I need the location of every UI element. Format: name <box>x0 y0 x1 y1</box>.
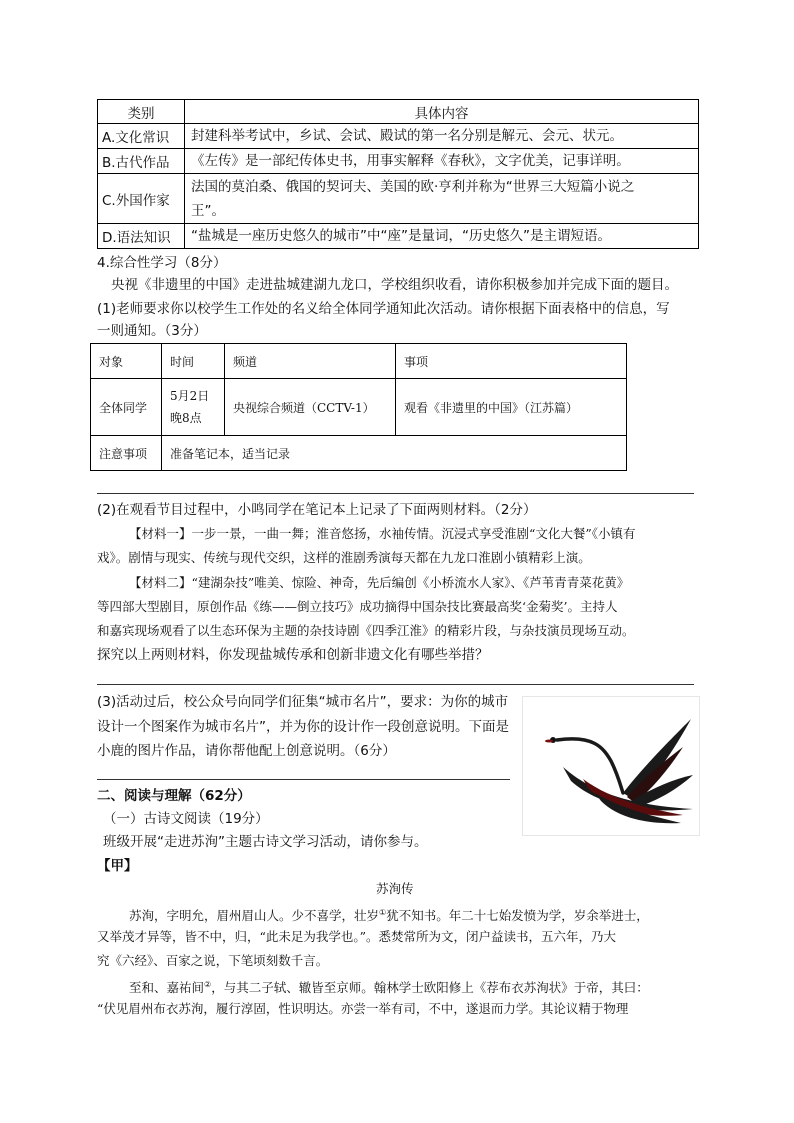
table-cell: 封建科举考试中，乡试、会试、殿试的第一名分别是解元、会元、状元。 <box>185 124 699 149</box>
passage-line <box>129 902 649 927</box>
question-text: 小鹿的图片作品，请你帮他配上创意说明。（6分） <box>97 743 396 759</box>
table-header: 事项 <box>396 344 627 379</box>
paragraph: 央视《非遗里的中国》走进盐城建湖九龙口，学校组织收看，请你积极参加并完成下面的题目。 <box>111 277 678 293</box>
table-header: 类别 <box>98 100 185 124</box>
question-text: (3)活动过后，校公众号向同学们征集“城市名片”，要求：为你的城市 <box>97 694 509 710</box>
passage-title: 苏洵传 <box>376 881 414 896</box>
table-cell: 《左传》是一部纪传体史书，用事实解释《春秋》，文字优美，记事详明。 <box>185 149 699 174</box>
passage-line: 究《六经》、百家之说，下笔顷刻数千言。 <box>97 953 329 968</box>
passage-line: 又举茂才异等，皆不中，归，“此未足为我学也。”。悉焚常所为文，闭户益读书，五六年，乃大 <box>97 929 617 944</box>
task-text: 班级开展“走进苏洵”主题古诗文学习活动，请你参与。 <box>103 834 428 850</box>
crane-logo-icon <box>523 697 699 835</box>
passage-line: “伏见眉州布衣苏洵，履行淳固，性识明达。亦尝一举有司，不中，遂退而力学。其论议精于物理 <box>97 1001 629 1016</box>
table-header: 时间 <box>162 344 225 379</box>
material-two: 和嘉宾现场观看了以生态环保为主题的杂技诗剧《四季江淮》的精彩片段，与杂技演员现场互动。 <box>97 623 635 638</box>
text-run: ，与其二子轼、辙皆至京师。翰林学士欧阳修上《荐布衣苏洵状》于帝，其曰： <box>211 980 649 996</box>
material-two: 等四部大型剧目，原创作品《练——倒立技巧》成功摘得中国杂技比赛最高奖‘金菊奖’。主持人 <box>97 599 618 614</box>
table-cell: “盐城是一座历史悠久的城市”中“座”是量词，“历史悠久”是主谓短语。 <box>185 224 699 249</box>
material-one: 【材料一】一步一景，一曲一舞；淮音悠扬，水袖传情。沉浸式享受淮剧“文化大餐”《小镇有 <box>129 526 636 541</box>
city-card-image <box>522 696 700 836</box>
table-header: 对象 <box>91 344 162 379</box>
material-two: 【材料二】“建湖杂技”唯美、惊险、神奇，先后编创《小桥流水人家》、《芦苇青青菜花黄》 <box>129 575 630 590</box>
cell-line: 王”。 <box>191 202 225 219</box>
table-cell: 注意事项 <box>91 436 162 471</box>
table-header: 具体内容 <box>185 100 699 124</box>
table-cell: 央视综合频道（CCTV-1） <box>225 379 396 436</box>
text-run: 犹不知书。年二十七始发愤为学，岁余举进士， <box>386 908 649 924</box>
text-run: 苏洵，字明允，眉州眉山人。少不喜学，壮岁 <box>129 908 380 924</box>
footnote-mark: ① <box>379 908 387 917</box>
answer-line <box>97 779 510 780</box>
category-table <box>97 99 699 249</box>
question-text: 探究以上两则材料，你发现盐城传承和创新非遗文化有哪些举措？ <box>97 647 489 663</box>
table-cell: 准备笔记本，适当记录 <box>162 436 627 471</box>
cell-line: 法国的莫泊桑、俄国的契诃夫、美国的欧·亨利并称为“世界三大短篇小说之 <box>191 178 635 195</box>
paragraph: 一则通知。（3分） <box>97 323 207 339</box>
table-cell: D.语法知识 <box>98 224 185 249</box>
cell-line: 晚8点 <box>170 411 202 425</box>
material-one: 戏》。剧情与现实、传统与现代交织，这样的淮剧秀演每天都在九龙口淮剧小镇精彩上演。 <box>97 550 591 565</box>
table-cell: B.古代作品 <box>98 149 185 174</box>
table-cell: A.文化常识 <box>98 124 185 149</box>
footnote-mark: ② <box>204 980 212 989</box>
paragraph: (1)老师要求你以校学生工作处的名义给全体同学通知此次活动。请你根据下面表格中的信息，写 <box>97 301 670 317</box>
table-cell: 全体同学 <box>91 379 162 436</box>
notice-info-table <box>90 343 627 471</box>
table-cell: 观看《非遗里的中国》（江苏篇） <box>396 379 627 436</box>
cell-line: 5月2日 <box>170 389 210 403</box>
sub-title: （一）古诗文阅读（19分） <box>103 811 269 827</box>
text-run: 至和、嘉祐间 <box>129 980 205 996</box>
answer-line <box>97 493 694 494</box>
table-header: 频道 <box>225 344 396 379</box>
passage-line <box>129 974 649 999</box>
part-title: 二、阅读与理解（62分） <box>97 788 251 804</box>
table-cell <box>162 379 225 436</box>
answer-line <box>97 684 694 685</box>
passage-tag: 【甲】 <box>97 858 138 874</box>
table-cell <box>185 174 699 224</box>
question-title: (2)在观看节目过程中，小鸣同学在笔记本上记录了下面两则材料。（2分） <box>97 502 537 518</box>
table-cell: C.外国作家 <box>98 174 185 224</box>
question-text: 设计一个图案作为城市名片”，并为你的设计作一段创意说明。下面是 <box>97 719 509 735</box>
section-title: 4.综合性学习（8分） <box>97 255 227 271</box>
